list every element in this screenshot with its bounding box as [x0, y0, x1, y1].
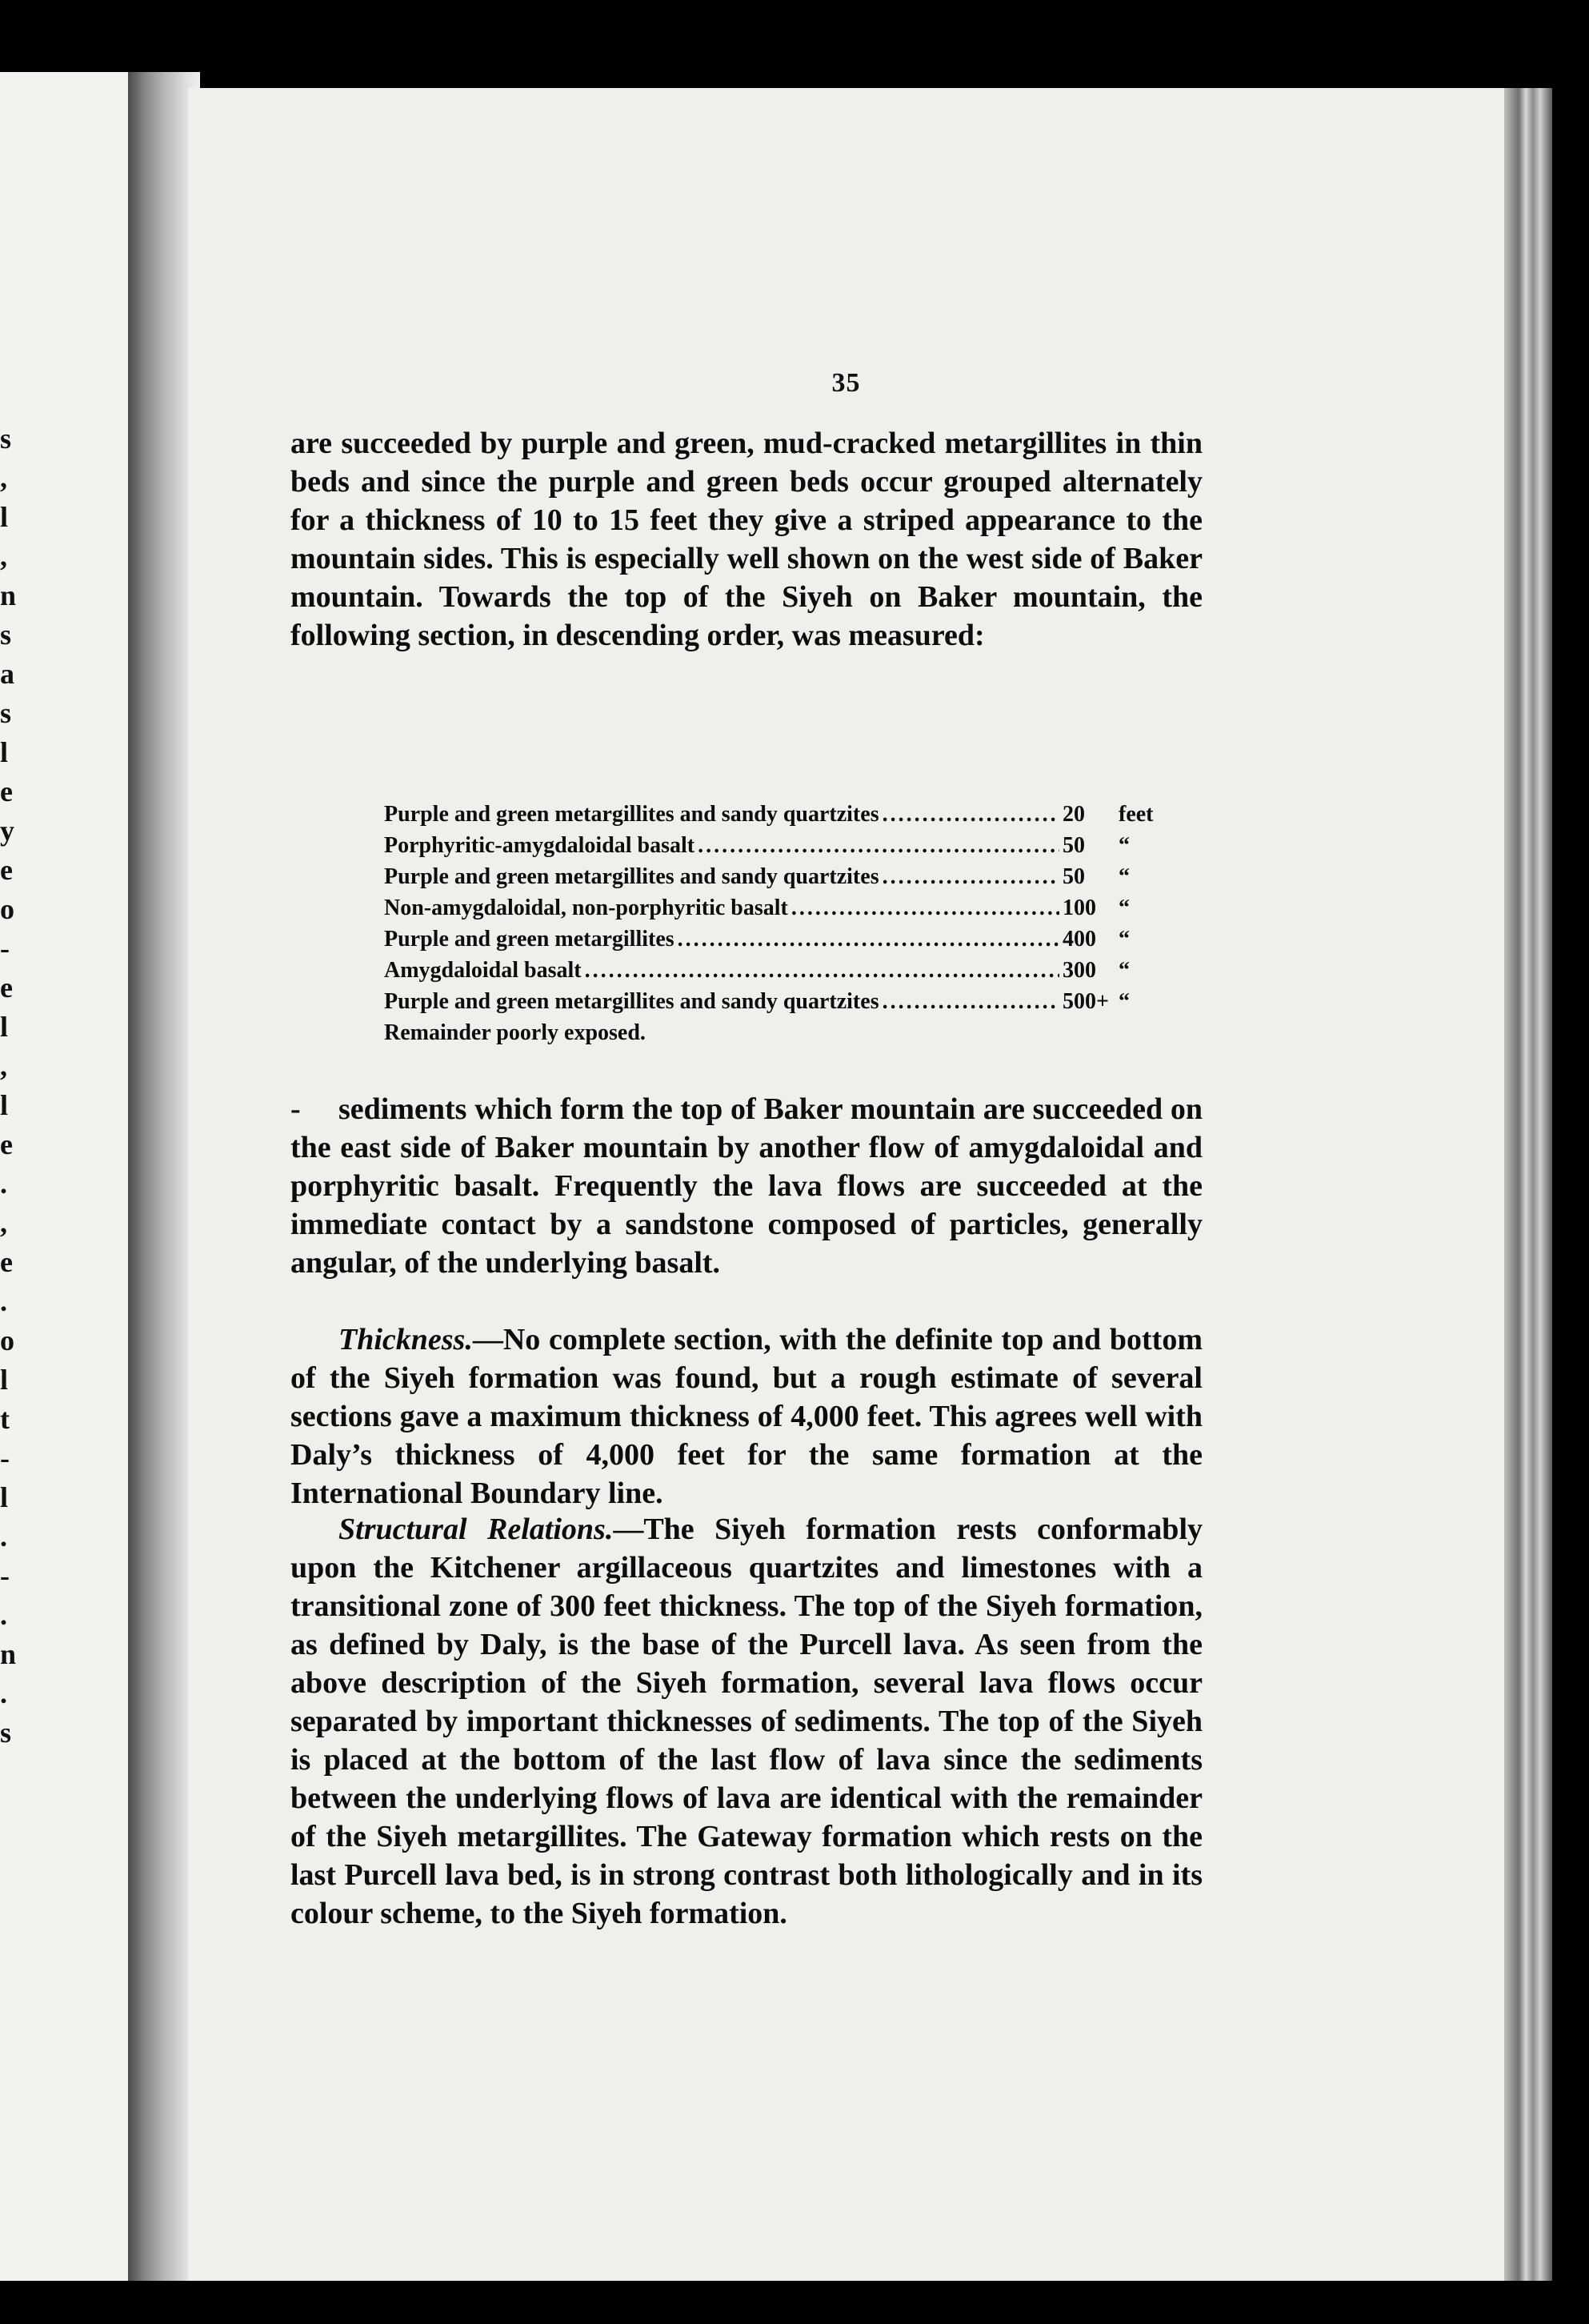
section-row-label: Purple and green metargillites and sandy quartzites	[384, 802, 879, 827]
facing-page-glyph: e	[0, 972, 13, 1004]
facing-page-glyph: o	[0, 1324, 14, 1356]
facing-page-glyph: l	[0, 1089, 9, 1121]
facing-page-glyph: -	[0, 1560, 10, 1592]
facing-page-glyph: -	[0, 1442, 10, 1474]
facing-page-glyph: e	[0, 1128, 13, 1160]
facing-page-glyph: l	[0, 736, 9, 768]
section-row-label: Purple and green metargillites and sandy quartzites	[384, 864, 879, 889]
facing-page-glyph: l	[0, 1364, 9, 1396]
section-row	[384, 955, 1176, 986]
facing-page-glyph: e	[0, 775, 13, 807]
facing-page-glyph: .	[0, 1521, 7, 1553]
leader-dots	[791, 892, 1059, 924]
section-row	[384, 892, 1176, 924]
leader-dots	[883, 799, 1059, 830]
paragraph-sediments	[290, 1090, 1203, 1282]
facing-page-glyph: l	[0, 1011, 9, 1043]
section-heading-structural-relations: Structural Relations.	[338, 1513, 614, 1546]
facing-page-glyph: s	[0, 697, 12, 729]
facing-page-glyph: l	[0, 1481, 9, 1513]
section-row	[384, 830, 1176, 861]
paragraph-text: are succeeded by purple and green, mud-cracked metargillites in thin beds and since the purple and green beds occur grouped alternately for a thickness of 10 to 15 feet they give a striped appearance to the mountain sides. This is especially well shown on the west side of Baker mountain. Towards the top of the Siyeh on Baker mountain, the following section, in descending order, was measured:	[290, 427, 1203, 652]
section-row-label: Purple and green metargillites and sandy quartzites	[384, 989, 879, 1014]
facing-page-glyph: -	[0, 932, 10, 964]
facing-page-glyph: .	[0, 1677, 7, 1709]
facing-page-glyph: t	[0, 1403, 10, 1435]
section-row-label: Non-amygdaloidal, non-porphyritic basalt	[384, 896, 788, 920]
section-row-unit: “	[1119, 896, 1130, 920]
leader-dots	[678, 924, 1059, 955]
facing-page-glyph: l	[0, 501, 9, 533]
paragraph-section-intro	[290, 424, 1203, 655]
facing-page-glyph: .	[0, 1599, 7, 1631]
section-row-label: Amygdaloidal basalt	[384, 958, 582, 983]
paragraph-structural-relations	[290, 1510, 1203, 1933]
facing-page-glyph: n	[0, 1638, 17, 1670]
section-row-unit: “	[1119, 958, 1130, 983]
facing-page-glyph: s	[0, 1717, 12, 1749]
leader-dots	[883, 986, 1059, 1017]
section-row-thickness: 400	[1063, 927, 1096, 952]
facing-page-glyph: ,	[0, 540, 7, 572]
paragraph-text: —No complete section, with the definite top and bottom of the Siyeh formation was found, but a rough estimate of several sections gave a maximum thickness of 4,000 feet. This agrees well with Daly’s thickness of 4,000 feet for the same formation at the International Boundary line.	[290, 1323, 1203, 1510]
section-row-thickness: 300	[1063, 958, 1096, 983]
section-row-unit: “	[1119, 927, 1130, 952]
leader-dots	[698, 830, 1059, 861]
facing-page-glyph: ,	[0, 462, 7, 494]
stratigraphic-section-table	[384, 799, 1176, 1048]
facing-page-glyph: e	[0, 854, 13, 886]
section-row-thickness: 20	[1063, 802, 1085, 827]
section-heading-thickness: Thickness.	[338, 1323, 473, 1356]
section-row	[384, 986, 1176, 1017]
paragraph-thickness	[290, 1320, 1203, 1513]
section-row	[384, 861, 1176, 892]
section-row-thickness: 100	[1063, 896, 1096, 920]
section-row-unit: “	[1119, 989, 1130, 1014]
section-row-unit: feet	[1119, 802, 1154, 827]
section-row-label: Porphyritic-amygdaloidal basalt	[384, 833, 695, 858]
right-page-edge	[1504, 88, 1552, 2281]
page-number: 35	[831, 368, 861, 398]
facing-page-glyph: s	[0, 619, 12, 651]
facing-page-glyph: .	[0, 1285, 7, 1317]
facing-page-glyph: ,	[0, 1050, 7, 1082]
section-row-unit: “	[1119, 864, 1130, 889]
section-row-unit: “	[1119, 833, 1130, 858]
facing-page-glyph: a	[0, 658, 14, 690]
section-row-thickness: 500+	[1063, 989, 1109, 1014]
section-row-thickness: 50	[1063, 833, 1085, 858]
facing-page-glyph: ,	[0, 1207, 7, 1239]
facing-page-glyph: n	[0, 579, 17, 611]
facing-page-glyph: e	[0, 1246, 13, 1278]
section-row	[384, 924, 1176, 955]
paragraph-text: —The Siyeh formation rests conformably upon the Kitchener argillaceous quartzites and limestones with a transitional zone of 300 feet thickness. The top of the Siyeh formation, as defined by Daly, is the base of the Purcell lava. As seen from the above description of the Siyeh formation, several lava flows occur separated by important thicknesses of sediments. The top of the Siyeh is placed at the bottom of the last flow of lava since the sediments between the underlying flows of lava are identical with the remainder of the Siyeh metargillites. The Gateway formation which rests on the last Purcell lava bed, is in strong contrast both lithologically and in its colour scheme, to the Siyeh formation.	[290, 1513, 1203, 1930]
paragraph-text: sediments which form the top of Baker mountain are succeeded on the east side of Baker mountain by another flow of amygdaloidal and porphyritic basalt. Frequently the lava flows are succeeded at the immediate contact by a sandstone composed of particles, generally angular, of the underlying basalt.	[290, 1092, 1203, 1280]
section-row-thickness: 50	[1063, 864, 1085, 889]
facing-page-glyph: s	[0, 423, 12, 455]
facing-page-glyph: .	[0, 1168, 7, 1200]
section-table-note: Remainder poorly exposed.	[384, 1020, 646, 1045]
leader-dots	[883, 861, 1059, 892]
facing-page-glyph: y	[0, 815, 14, 847]
section-row-label: Purple and green metargillites	[384, 927, 674, 952]
leader-dots	[585, 955, 1059, 986]
paragraph-lead-mark: -	[290, 1092, 301, 1126]
section-row	[384, 799, 1176, 830]
book-page	[188, 88, 1504, 2281]
facing-page-glyph: o	[0, 893, 14, 925]
